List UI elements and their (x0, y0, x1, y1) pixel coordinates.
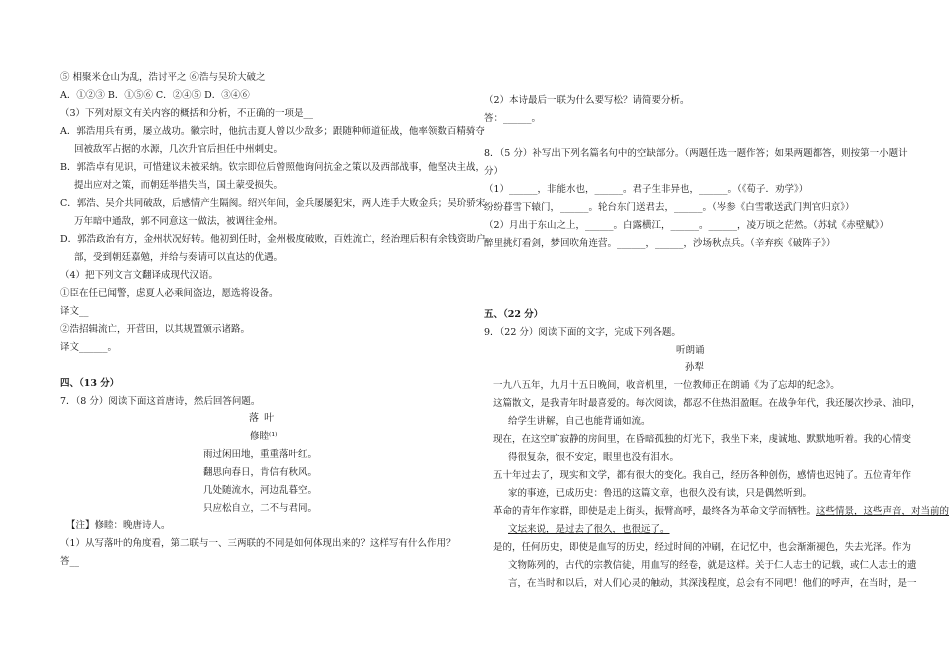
essay-paragraph-cont: 给学生讲解，自己也能背诵如流。 (508, 416, 651, 427)
question-3-prompt: （3）下列对原文有关内容的概括和分析，不正确的一项是__ (60, 108, 314, 119)
text-line: ⑤ 相聚米仓山为乱，浩讨平之 ⑥浩与吴玠大破之 (60, 72, 266, 83)
essay-paragraph-cont: 家的事迹，已成历史：鲁迅的这篇文章，也很久没有读，只是偶然听到。 (508, 488, 813, 499)
question-7-2: （2）本诗最后一联为什么要写松？请简要分析。 (484, 95, 690, 106)
option-a-cont: 回被敌军占据的水源，几次升官后担任中州刺史。 (74, 144, 284, 155)
poem-note: 【注】修睦：晚唐诗人。 (66, 520, 171, 531)
fill-blank-1: （1）______，非能水也，______。君子生非异也，______。（《荀子．劝学》） (484, 184, 809, 195)
section-5-heading: 五、（22 分） (484, 309, 544, 320)
option-c-cont: 万年暗中通敌，郭不同意这一做法，被调往金州。 (74, 216, 284, 227)
poem-line: 雨过闲田地，重重落叶红。 (203, 449, 318, 460)
option-d: D．郭浩政治有方，金州状况好转。他初到任时，金州极度破败，百姓流亡，经治理后积有余钱资助户 (60, 234, 486, 245)
option-b: B．郭浩卓有见识，可惜建议未被采纳。钦宗即位后曾照他询问抗金之策以及西部战事，他坚决主战， (60, 162, 485, 173)
essay-text: 革命的青年作家群，即使是走上街头，振臂高呼，最终各为革命文学而牺牲。 (493, 506, 817, 517)
question-9-prompt: 9．（22 分）阅读下面的文字，完成下列各题。 (484, 327, 681, 338)
essay-paragraph-cont: 言，在当时和以后，对人们心灵的触动，其深浅程度，总会有不同吧！他们的呼声，在当时，是一 (508, 578, 917, 589)
option-a: A．郭浩用兵有勇，屡立战功。徽宗时，他抗击夏人曾以少敌多；跟随种师道征战，他率领数百精骑夺 (60, 126, 485, 137)
option-d-cont: 部，受到朝廷嘉勉，并给与奏请可以直达的优遇。 (74, 252, 284, 263)
fill-blank-2: （2）月出于东山之上，______。白露横江，______。______，凌万顷之茫然。（苏轼《赤壁赋》） (484, 220, 890, 231)
essay-paragraph-cont: 得很复杂，很不安定，眼里也没有泪水。 (508, 452, 680, 463)
option-b-cont: 提出应对之策，而朝廷举措失当，国土蒙受损失。 (74, 180, 284, 191)
translation-answer-1: 译文__ (60, 306, 89, 317)
poem-line: 翻思向春日，肯信有秋风。 (203, 467, 318, 478)
essay-paragraph-cont: 文物陈列的，古代的宗教信徒，用血写的经卷，就是这样。关于仁人志士的记载，或仁人志士的遗 (508, 560, 917, 571)
question-8-prompt: 8．（5 分）补写出下列名篇名句中的空缺部分。（两题任选一题作答；如果两题都答，则按第一小题计 (484, 148, 908, 159)
essay-author: 孙犁 (685, 362, 705, 373)
translate-item-2: ②浩招辑流亡，开营田，以其规置颁示诸路。 (60, 324, 251, 335)
question-7-prompt: 7．（8 分）阅读下面这首唐诗，然后回答问题。 (60, 396, 261, 407)
underlined-sentence: 这些情景，这些声音，对当前的 (816, 506, 950, 517)
question-8-prompt-cont: 分） (484, 166, 504, 177)
poem-title: 落 叶 (249, 413, 276, 424)
translation-answer-2: 译文______。 (60, 342, 118, 353)
essay-paragraph: 现在，在这空旷寂静的房间里，在昏暗孤独的灯光下，我坐下来，虔诚地、默默地听着。我的心情变 (493, 434, 912, 445)
essay-paragraph (493, 505, 949, 518)
answer-7-1: 答__ (60, 556, 80, 567)
translate-item-1: ①臣在任已闻警，虑夏人必乘间盗边，愿选将设备。 (60, 288, 279, 299)
underlined-sentence-cont: 文坛来说，是过去了很久，也很远了。 (508, 524, 670, 535)
essay-paragraph: 是的，任何历史，即使是血写的历史，经过时间的冲刷，在记忆中，也会渐渐褪色，失去光泽。作为 (493, 542, 912, 553)
answer-options: A．①②③ B．①⑤⑥ C．②④⑤ D．③④⑥ (60, 90, 250, 101)
section-4-heading: 四、（13 分） (60, 378, 120, 389)
option-c: C．郭浩、吴介共同破敌，后感情产生隔阂。绍兴年间，金兵屡屡犯宋，两人连手大败金兵；吴玠骄宋 (60, 198, 486, 209)
essay-paragraph: 这篇散文，是我青年时最喜爱的。每次阅读，都忍不住热泪盈眶。在战争年代，我还屡次抄录、油印， (493, 398, 921, 409)
poem-line: 几处随流水，河边乱暮空。 (203, 485, 318, 496)
answer-7-2: 答：______。 (484, 113, 542, 124)
question-4-prompt: （4）把下列文言文翻译成现代汉语。 (60, 270, 219, 281)
fill-blank-2-b: 醉里挑灯看剑，梦回吹角连营。______，______，沙场秋点兵。（辛弃疾《破阵子》） (484, 238, 836, 249)
essay-title: 听朗诵 (676, 345, 705, 356)
fill-blank-1-b: 纷纷暮雪下辕门，______。轮台东门送君去，______。（岑参《白雪歌送武门判官归京》） (484, 202, 855, 213)
essay-paragraph: 五十年过去了，现实和文学，都有很大的变化。我自己，经历各种创伤，感情也迟钝了。五位青年作 (493, 470, 912, 481)
question-7-1: （1）从写落叶的角度看，第二联与一、三两联的不同是如何体现出来的？这样写有什么作用？ (60, 538, 456, 549)
poem-author: 修睦⁽¹⁾ (250, 431, 278, 442)
poem-line: 只应松自立，二不与君同。 (203, 503, 318, 514)
essay-paragraph: 一九八五年，九月十五日晚间，收音机里，一位教师正在朗诵《为了忘却的纪念》。 (493, 380, 840, 391)
